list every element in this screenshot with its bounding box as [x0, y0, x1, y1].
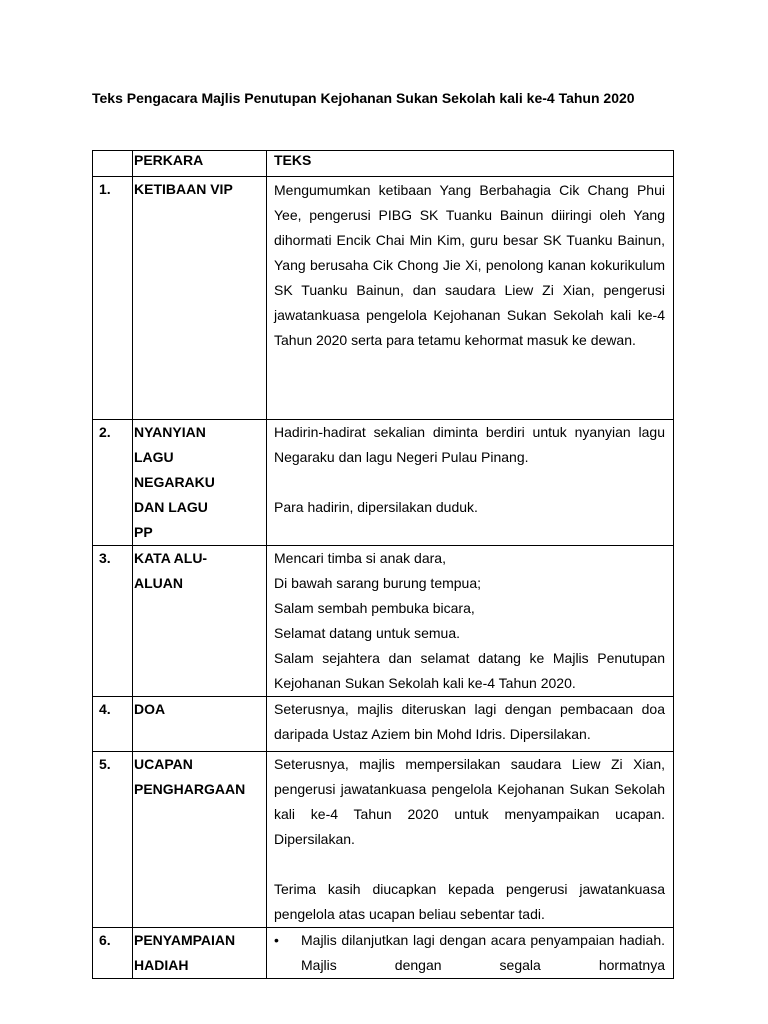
row-paragraph: Salam sejahtera dan selamat datang ke Majlis Penutupan Kejohanan Sukan Sekolah kali ke-4 Tahun 2020. [274, 650, 665, 691]
table-row [93, 752, 674, 928]
row-perkara: NYANYIAN LAGU NEGARAKU DAN LAGU PP [133, 420, 267, 546]
row-perkara: KATA ALU-ALUAN [133, 546, 267, 697]
row-paragraph: Majlis dilanjutkan lagi dengan acara penyampaian hadiah. Majlis dengan segala hormatnya [301, 932, 665, 973]
row-number: 1. [93, 177, 133, 420]
row-paragraph: Hadirin-hadirat sekalian diminta berdiri untuk nyanyian lagu Negaraku dan lagu Negeri Pulau Pinang. [274, 424, 665, 465]
row-teks [267, 546, 674, 697]
row-number: 2. [93, 420, 133, 546]
row-paragraph: Para hadirin, dipersilakan duduk. [274, 499, 478, 515]
row-perkara: UCAPAN PENGHARGAAN [133, 752, 267, 928]
table-row [93, 177, 674, 420]
row-paragraph: Seterusnya, majlis mempersilakan saudara Liew Zi Xian, pengerusi jawatankuasa pengelola Kejohanan Sukan Sekolah kali ke-4 Tahun 2020 untuk menyampaikan ucapan. Dipersilakan. [274, 756, 665, 847]
table-row [93, 928, 674, 979]
table-row [93, 420, 674, 546]
header-num-cell [93, 151, 133, 177]
row-number: 5. [93, 752, 133, 928]
row-perkara: PENYAMPAIAN HADIAH [133, 928, 267, 979]
pantun-line: Salam sembah pembuka bicara, [274, 600, 475, 616]
document-title: Teks Pengacara Majlis Penutupan Kejohanan Sukan Sekolah kali ke-4 Tahun 2020 [92, 90, 635, 106]
row-number: 4. [93, 697, 133, 752]
bullet-item [274, 928, 665, 978]
row-number: 3. [93, 546, 133, 697]
header-teks: TEKS [267, 151, 674, 177]
table-header-row [93, 151, 674, 177]
row-teks [267, 420, 674, 546]
bullet-icon: • [274, 932, 279, 948]
row-paragraph: Terima kasih diucapkan kepada pengerusi jawatankuasa pengelola atas ucapan beliau sebentar tadi. [274, 881, 665, 922]
table-row [93, 546, 674, 697]
header-perkara: PERKARA [133, 151, 267, 177]
pantun-line: Selamat datang untuk semua. [274, 625, 461, 641]
script-table [92, 150, 674, 979]
row-perkara: DOA [133, 697, 267, 752]
row-teks [267, 177, 674, 420]
row-perkara: KETIBAAN VIP [133, 177, 267, 420]
row-teks [267, 928, 674, 979]
pantun-line: Di bawah sarang burung tempua; [274, 575, 482, 591]
pantun-line: Mencari timba si anak dara, [274, 550, 446, 566]
row-teks [267, 697, 674, 752]
row-paragraph: Mengumumkan ketibaan Yang Berbahagia Cik Chang Phui Yee, pengerusi PIBG SK Tuanku Bainun diiringi oleh Yang dihormati Encik Chai Min Kim, guru besar SK Tuanku Bainun, Yang berusaha Cik Chong Jie Xi, penolong kanan kokurikulum SK Tuanku Bainun, dan saudara Liew Zi Xian, pengerusi jawatankuasa pengelola Kejohanan Sukan Sekolah kali ke-4 Tahun 2020 serta para tetamu kehormat masuk ke dewan. [274, 182, 665, 348]
row-teks [267, 752, 674, 928]
table-row [93, 697, 674, 752]
row-paragraph: Seterusnya, majlis diteruskan lagi dengan pembacaan doa daripada Ustaz Aziem bin Mohd Idris. Dipersilakan. [274, 701, 665, 742]
row-number: 6. [93, 928, 133, 979]
